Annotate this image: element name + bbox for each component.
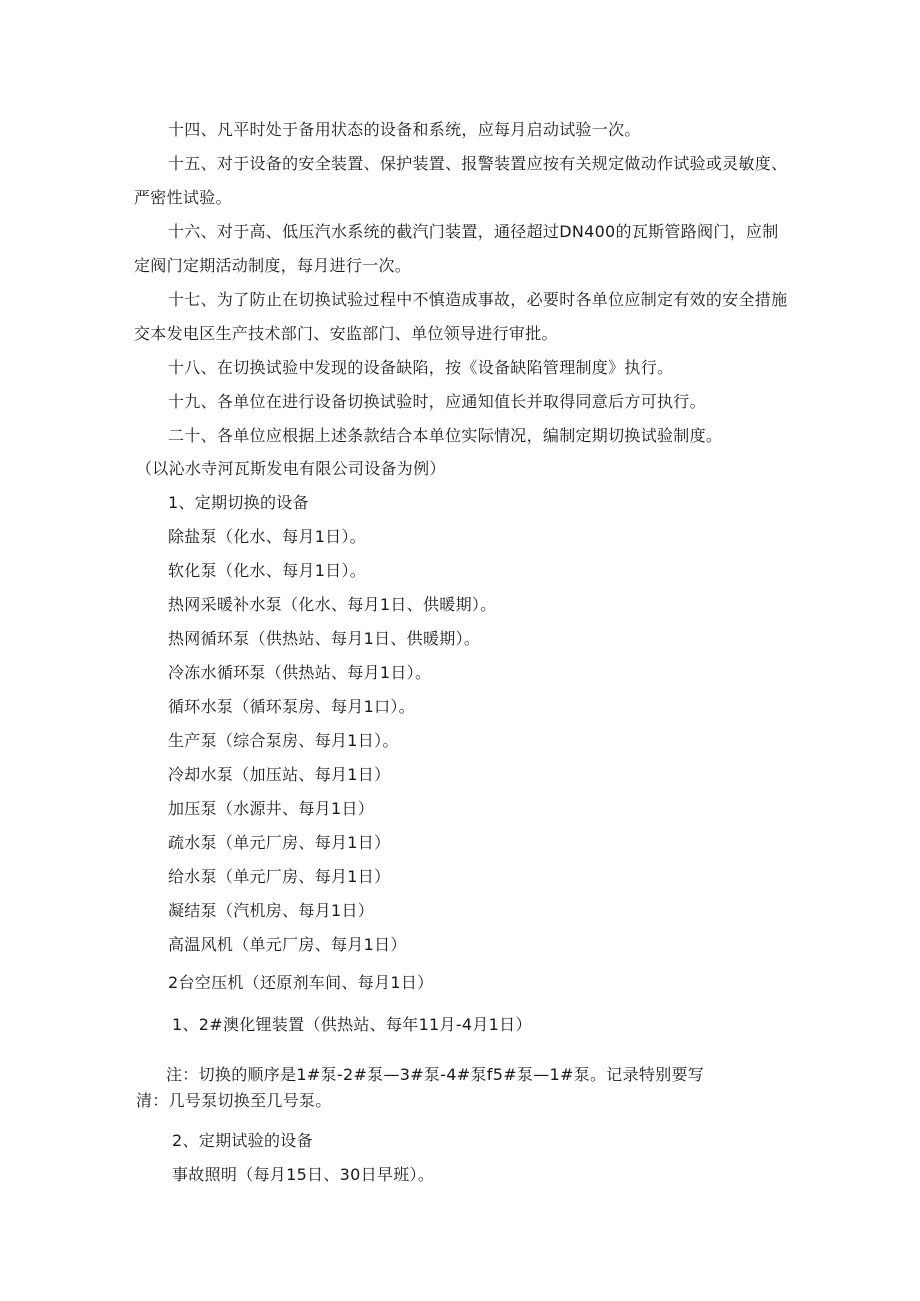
- list-item: 凝结泵（汽机房、每月1日）: [168, 901, 375, 920]
- list-item: 事故照明（每月15日、30日早班）。: [172, 1165, 435, 1184]
- lithium-item: 1、2#澳化锂装置（供热站、每年11月-4月1日）: [172, 1015, 532, 1034]
- article-20: 二十、各单位应根据上述条款结合本单位实际情况，编制定期切换试验制度。: [168, 426, 723, 445]
- article-15: 十五、对于设备的安全装置、保护装置、报警装置应按有关规定做动作试验或灵敏度、严密性试验。: [134, 154, 788, 207]
- list-item: 疏水泵（单元厂房、每月1日）: [168, 833, 391, 852]
- article-16: 十六、对于高、低压汽水系统的截汽门装置，通径超过DN400的瓦斯管路阀门，应制定阀门定期活动制度，每月进行一次。: [134, 222, 779, 275]
- section2-heading: 2、定期试验的设备: [172, 1131, 313, 1150]
- article-17: 十七、为了防止在切换试验过程中不慎造成事故，必要时各单位应制定有效的安全措施交本发电区生产技术部门、安监部门、单位领导进行审批。: [134, 290, 788, 343]
- list-item: 高温风机（单元厂房、每月1日）: [168, 935, 407, 954]
- compressor-item: 2台空压机（还原剂车间、每月1日）: [168, 973, 434, 992]
- example-note: （以沁水寺河瓦斯发电有限公司设备为例）: [136, 459, 446, 478]
- list-item: 生产泵（综合泵房、每月1日）。: [168, 731, 399, 750]
- list-item: 除盐泵（化水、每月1日）。: [168, 527, 367, 546]
- section1-heading: 1、定期切换的设备: [168, 493, 309, 512]
- note-line-2: 清：几号泵切换至几号泵。: [136, 1091, 332, 1110]
- list-item: 给水泵（单元厂房、每月1日）: [168, 867, 391, 886]
- article-19: 十九、各单位在进行设备切换试验时，应通知值长并取得同意后方可执行。: [168, 392, 706, 411]
- list-item: 冷却水泵（加压站、每月1日）: [168, 765, 391, 784]
- list-item: 冷冻水循环泵（供热站、每月1日）。: [168, 663, 432, 682]
- list-item: 软化泵（化水、每月1日）。: [168, 561, 367, 580]
- list-item: 热网循环泵（供热站、每月1日、供暖期）。: [168, 629, 481, 648]
- note-line-1: 注：切换的顺序是1#泵-2#泵—3#泵-4#泵f5#泵—1#泵。记录特别要写: [166, 1065, 705, 1084]
- list-item: 加压泵（水源井、每月1日）: [168, 799, 375, 818]
- list-item: 热网采暖补水泵（化水、每月1日、供暖期）。: [168, 595, 497, 614]
- article-18: 十八、在切换试验中发现的设备缺陷，按《设备缺陷管理制度》执行。: [168, 358, 674, 377]
- article-14: 十四、凡平时处于备用状态的设备和系统，应每月启动试验一次。: [168, 120, 641, 139]
- list-item: 循环水泵（循环泵房、每月1口）。: [168, 697, 415, 716]
